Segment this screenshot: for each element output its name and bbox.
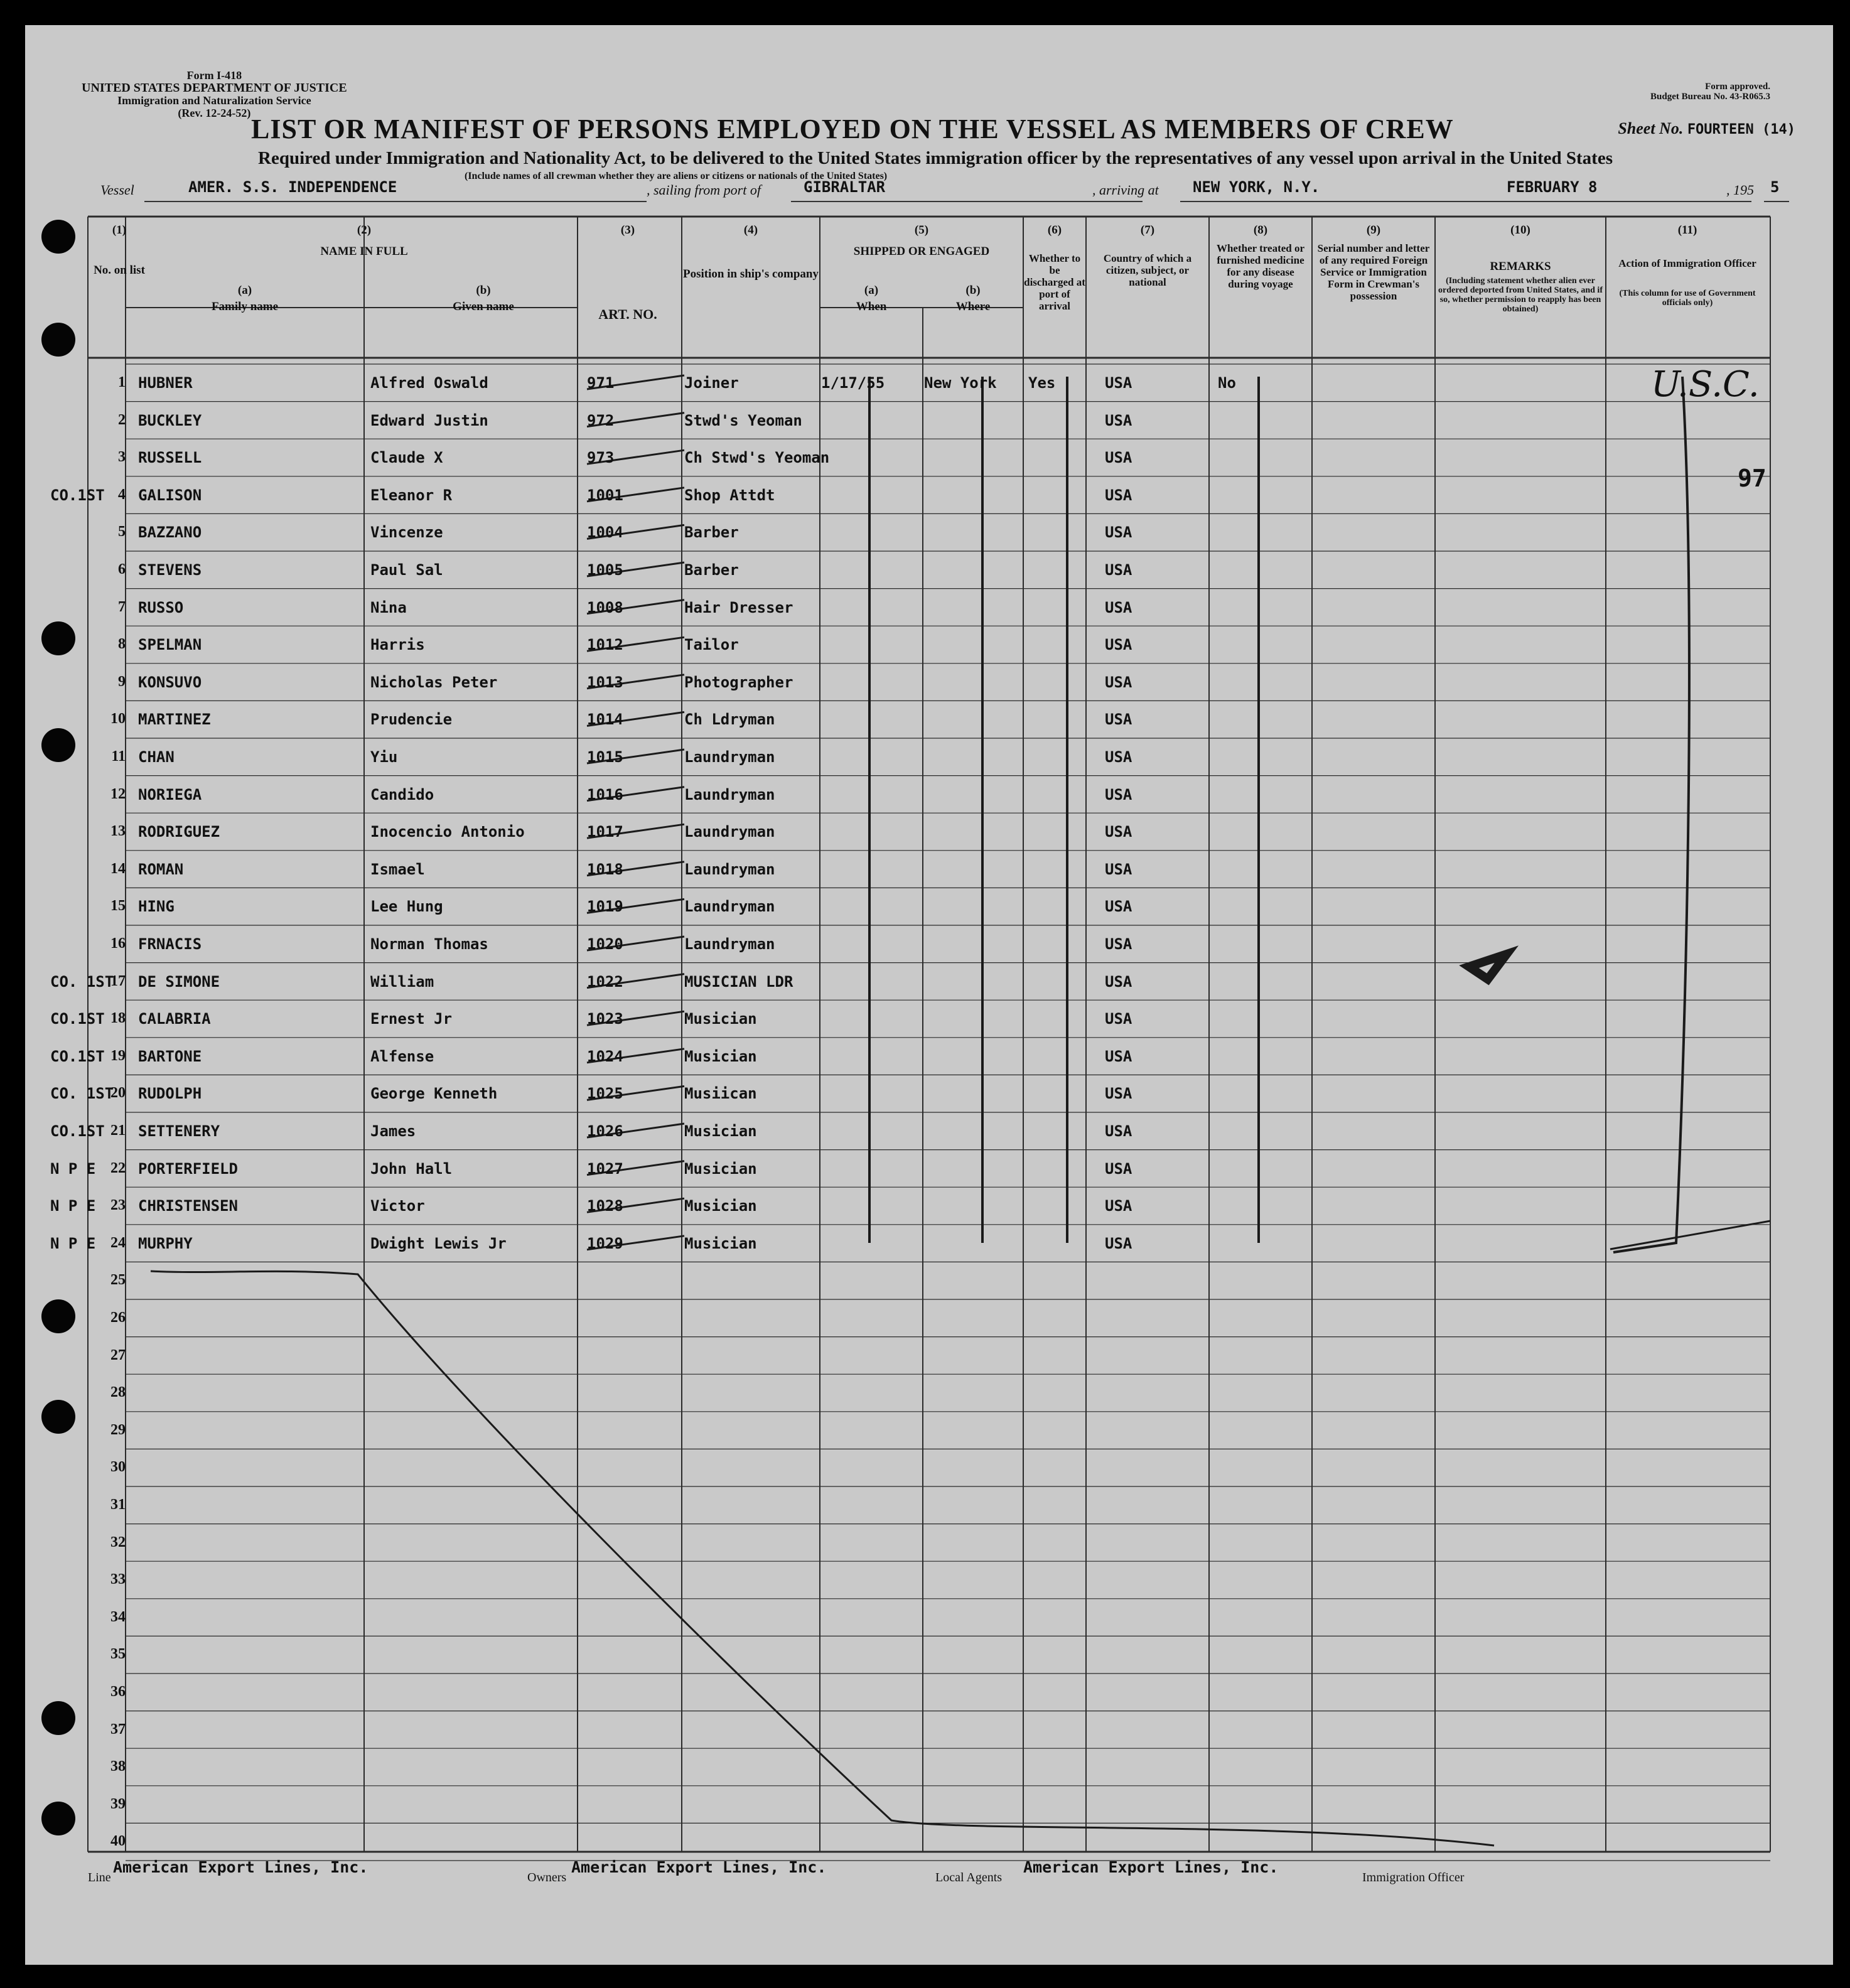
- owners-label: Owners: [527, 1871, 567, 1884]
- cell-family: FRNACIS: [138, 935, 202, 953]
- officer-tick: [1610, 1221, 1770, 1249]
- year-label: , 195: [1726, 182, 1754, 198]
- cell-given: Victor: [370, 1197, 425, 1215]
- cell-family: GALISON: [138, 486, 202, 504]
- sailing-label: , sailing from port of: [647, 182, 761, 198]
- cell-family: CALABRIA: [138, 1010, 211, 1028]
- cell-no: 13: [110, 823, 126, 840]
- empty-row-number: 30: [110, 1459, 126, 1476]
- empty-row-number: 31: [110, 1496, 126, 1513]
- cell-art: 1019: [587, 898, 623, 916]
- cell-country: USA: [1105, 711, 1132, 729]
- empty-row-number: 35: [110, 1646, 126, 1663]
- col9-number: (9): [1366, 223, 1381, 237]
- cell-position: Laundryman: [684, 785, 775, 803]
- col7-header: Country of which a citizen, subject, or national: [1103, 252, 1192, 288]
- cell-position: Laundryman: [684, 935, 775, 953]
- cell-family: KONSUVO: [138, 673, 202, 691]
- empty-row-number: 26: [110, 1309, 126, 1326]
- cell-margin: CO.1ST: [50, 486, 105, 504]
- cell-country: USA: [1105, 823, 1132, 841]
- cell-given: Dwight Lewis Jr: [370, 1234, 507, 1252]
- punch-hole: [41, 1400, 75, 1434]
- sheet-label: Sheet No.: [1618, 119, 1684, 137]
- cell-position: Laundryman: [684, 898, 775, 916]
- cell-given: Candido: [370, 785, 434, 803]
- vessel-label: Vessel: [100, 182, 134, 198]
- cell-position: Musician: [684, 1159, 757, 1178]
- col8-number: (8): [1253, 223, 1268, 237]
- cell-country: USA: [1105, 411, 1132, 429]
- form-number: Form I-418: [186, 69, 242, 82]
- cell-country: USA: [1105, 1047, 1132, 1065]
- cell-country: USA: [1105, 561, 1132, 579]
- cell-when: 1/17/55: [821, 374, 885, 392]
- cell-position: Tailor: [684, 636, 739, 654]
- cell-family: DE SIMONE: [138, 972, 220, 991]
- vessel-line: [100, 178, 1780, 207]
- cell-given: Nina: [370, 598, 407, 616]
- sheet-number: [1618, 119, 1795, 138]
- empty-row-number: 27: [110, 1346, 126, 1363]
- col7-number: (7): [1140, 223, 1155, 237]
- sheet-value: FOURTEEN (14): [1687, 122, 1795, 137]
- empty-row-number: 28: [110, 1384, 126, 1401]
- empty-row-number: 36: [110, 1684, 126, 1700]
- cell-no: 4: [118, 486, 126, 503]
- cell-country: USA: [1105, 449, 1132, 467]
- cell-given: Vincenze: [370, 524, 443, 542]
- officer-label: Immigration Officer: [1362, 1871, 1465, 1884]
- cell-art: 1017: [587, 823, 623, 841]
- cell-family: CHRISTENSEN: [138, 1197, 238, 1215]
- cell-margin: N P E: [50, 1197, 96, 1215]
- empty-row-number: 37: [110, 1721, 126, 1738]
- cell-art: 972: [587, 411, 615, 429]
- cell-medicine: No: [1218, 374, 1236, 392]
- cell-given: Norman Thomas: [370, 935, 488, 953]
- cell-country: USA: [1105, 1122, 1132, 1140]
- footer: [25, 1858, 1833, 1891]
- cell-country: USA: [1105, 486, 1132, 504]
- cell-family: BUCKLEY: [138, 411, 202, 429]
- col2b-header: Given name: [453, 300, 514, 313]
- cell-no: 18: [110, 1010, 126, 1027]
- grid-lines: [25, 25, 1833, 1965]
- cell-position: Musician: [684, 1234, 757, 1252]
- cell-art: 1024: [587, 1047, 623, 1065]
- cell-position: MUSICIAN LDR: [684, 972, 793, 991]
- cell-position: Musician: [684, 1197, 757, 1215]
- col6-header: Whether to be discharged at port of arrival: [1024, 252, 1085, 312]
- cell-position: Stwd's Yeoman: [684, 411, 802, 429]
- empty-row-number: 38: [110, 1758, 126, 1775]
- cell-position: Musician: [684, 1122, 757, 1140]
- form-approval-block: [1650, 82, 1770, 102]
- cell-art: 1013: [587, 673, 623, 691]
- col1-header: No. on list: [94, 264, 145, 277]
- col10-number: (10): [1510, 223, 1530, 237]
- col5b-number: (b): [965, 284, 981, 297]
- cell-given: Inocencio Antonio: [370, 823, 525, 841]
- cell-family: RUSSO: [138, 598, 184, 616]
- col2b-number: (b): [476, 284, 491, 297]
- department-name: UNITED STATES DEPARTMENT OF JUSTICE: [82, 81, 347, 95]
- cell-given: Ernest Jr: [370, 1010, 453, 1028]
- cell-given: James: [370, 1122, 416, 1140]
- cell-family: ROMAN: [138, 860, 184, 878]
- cell-family: BAZZANO: [138, 524, 202, 542]
- cell-position: Barber: [684, 561, 739, 579]
- cell-given: Alfred Oswald: [370, 374, 488, 392]
- agents-label: Local Agents: [935, 1871, 1003, 1884]
- col5a-header: When: [856, 300, 887, 313]
- cell-position: Shop Attdt: [684, 486, 775, 504]
- cell-country: USA: [1105, 1010, 1132, 1028]
- col5-header: SHIPPED OR ENGAGED: [853, 245, 990, 258]
- cell-given: George Kenneth: [370, 1085, 498, 1103]
- cell-family: BARTONE: [138, 1047, 202, 1065]
- cell-given: Paul Sal: [370, 561, 443, 579]
- vessel-value: AMER. S.S. INDEPENDENCE: [188, 178, 397, 196]
- cell-art: 1020: [587, 935, 623, 953]
- officer-initials: U.S.C.: [1651, 364, 1760, 405]
- cell-margin: CO.1ST: [50, 1010, 105, 1028]
- cell-margin: N P E: [50, 1234, 96, 1252]
- cell-given: Ismael: [370, 860, 425, 878]
- line-label: Line: [88, 1871, 111, 1884]
- punch-hole: [41, 323, 75, 357]
- cell-no: 19: [110, 1047, 126, 1064]
- cell-family: SPELMAN: [138, 636, 202, 654]
- cell-no: 21: [110, 1122, 126, 1139]
- cell-position: Musician: [684, 1047, 757, 1065]
- punch-hole: [41, 220, 75, 254]
- cell-position: Musiican: [684, 1085, 757, 1103]
- subtitle: Required under Immigration and Nationality Act, to be delivered to the United States immigration officer by the representatives of any vessel upon arrival in the United States: [258, 148, 1613, 168]
- cell-art: 1023: [587, 1010, 623, 1028]
- arrival-date: FEBRUARY 8: [1507, 178, 1598, 196]
- empty-row-number: 34: [110, 1608, 126, 1625]
- cell-art: 1005: [587, 561, 623, 579]
- cell-family: MARTINEZ: [138, 711, 211, 729]
- cell-art: 1022: [587, 972, 623, 991]
- cell-given: Nicholas Peter: [370, 673, 498, 691]
- agents-value: American Export Lines, Inc.: [1023, 1858, 1279, 1876]
- cell-art: 1014: [587, 711, 623, 729]
- cell-given: Yiu: [370, 748, 398, 766]
- cell-art: 971: [587, 374, 615, 392]
- cell-no: 23: [110, 1197, 126, 1214]
- empty-row-number: 25: [110, 1272, 126, 1289]
- cell-art: 1008: [587, 598, 623, 616]
- cell-no: 9: [118, 673, 126, 690]
- col4-number: (4): [743, 223, 758, 237]
- cell-family: RUSSELL: [138, 449, 202, 467]
- officer-bracket: [1613, 377, 1689, 1252]
- punch-hole: [41, 1802, 75, 1835]
- cell-position: Photographer: [684, 673, 793, 691]
- cell-no: 7: [118, 598, 126, 615]
- cell-art: 1028: [587, 1197, 623, 1215]
- cell-art: 1016: [587, 785, 623, 803]
- line-value: American Export Lines, Inc.: [113, 1858, 368, 1876]
- cell-country: USA: [1105, 898, 1132, 916]
- col10-note: (Including statement whether alien ever ordered deported from United States, and if so, whether permission to reapply has been obtained): [1438, 276, 1603, 314]
- cell-given: William: [370, 972, 434, 991]
- cell-no: 15: [110, 898, 126, 915]
- punch-hole: [41, 1299, 75, 1333]
- empty-row-number: 39: [110, 1795, 126, 1812]
- cell-no: 12: [110, 785, 126, 802]
- include-note: (Include names of all crewman whether they are aliens or citizens or nationals of the United States): [465, 171, 888, 181]
- cell-given: Edward Justin: [370, 411, 488, 429]
- cell-art: 1018: [587, 860, 623, 878]
- col8-header: Whether treated or furnished medicine for any disease during voyage: [1216, 242, 1305, 290]
- cell-country: USA: [1105, 972, 1132, 991]
- cell-country: USA: [1105, 748, 1132, 766]
- col11-header: Action of Immigration Officer: [1618, 257, 1756, 269]
- cell-given: Lee Hung: [370, 898, 443, 916]
- cell-country: USA: [1105, 374, 1132, 392]
- cell-no: 2: [118, 411, 126, 428]
- cell-family: HING: [138, 898, 175, 916]
- cell-no: 16: [110, 935, 126, 952]
- col2a-header: Family name: [211, 300, 279, 313]
- cell-country: USA: [1105, 1085, 1132, 1103]
- cell-country: USA: [1105, 1234, 1132, 1252]
- cell-country: USA: [1105, 1197, 1132, 1215]
- cell-family: PORTERFIELD: [138, 1159, 238, 1178]
- cell-margin: CO.1ST: [50, 1122, 105, 1140]
- empty-row-number: 29: [110, 1421, 126, 1438]
- cell-no: 5: [118, 524, 126, 540]
- cell-no: 11: [111, 748, 126, 765]
- page-title: LIST OR MANIFEST OF PERSONS EMPLOYED ON THE VESSEL AS MEMBERS OF CREW: [251, 114, 1454, 144]
- col5b-header: Where: [955, 300, 991, 313]
- col3-number: (3): [620, 223, 635, 237]
- form-approval: Form approved.: [1705, 82, 1770, 92]
- cell-margin: CO.1ST: [50, 1047, 105, 1065]
- cell-no: 14: [110, 860, 126, 877]
- cell-no: 22: [110, 1159, 126, 1176]
- cell-no: 24: [110, 1234, 126, 1251]
- cell-no: 17: [110, 972, 126, 989]
- empty-row-number: 33: [110, 1571, 126, 1588]
- col6-number: (6): [1047, 223, 1062, 237]
- cell-art: 1012: [587, 636, 623, 654]
- cell-art: 1029: [587, 1234, 623, 1252]
- cell-country: USA: [1105, 673, 1132, 691]
- owners-value: American Export Lines, Inc.: [571, 1858, 827, 1876]
- ink-blot: [1469, 954, 1507, 979]
- col1-number: (1): [112, 223, 127, 237]
- col5-number: (5): [914, 223, 929, 237]
- cancel-stroke: [151, 1271, 1494, 1846]
- cell-position: Laundryman: [684, 823, 775, 841]
- col10-header: REMARKS: [1490, 260, 1551, 273]
- sailing-value: GIBRALTAR: [804, 178, 886, 196]
- cell-position: Laundryman: [684, 860, 775, 878]
- cell-family: CHAN: [138, 748, 175, 766]
- cell-country: USA: [1105, 524, 1132, 542]
- arriving-label: , arriving at: [1092, 182, 1159, 198]
- col11-note: (This column for use of Government officials only): [1619, 289, 1756, 308]
- cell-margin: CO. 1ST: [50, 1085, 114, 1103]
- budget-bureau: Budget Bureau No. 43-R065.3: [1650, 92, 1770, 102]
- manifest-grid: [25, 25, 1833, 1965]
- cell-family: SETTENERY: [138, 1122, 220, 1140]
- col2-header: NAME IN FULL: [320, 245, 408, 258]
- cell-art: 973: [587, 449, 615, 467]
- cell-art: 1026: [587, 1122, 623, 1140]
- cell-given: Harris: [370, 636, 425, 654]
- cell-family: STEVENS: [138, 561, 202, 579]
- cell-given: Claude X: [370, 449, 443, 467]
- cell-position: Joiner: [684, 374, 739, 392]
- punch-hole: [41, 728, 75, 762]
- cell-country: USA: [1105, 1159, 1132, 1178]
- col4-header: Position in ship's company: [683, 267, 819, 281]
- cell-no: 3: [118, 449, 126, 466]
- cell-given: Eleanor R: [370, 486, 453, 504]
- cell-country: USA: [1105, 935, 1132, 953]
- cell-position: Hair Dresser: [684, 598, 793, 616]
- cell-margin: N P E: [50, 1159, 96, 1178]
- cell-art: 1027: [587, 1159, 623, 1178]
- cell-position: Musician: [684, 1010, 757, 1028]
- col9-header: Serial number and letter of any required Foreign Service or Immigration Form in Crewman's possession: [1317, 242, 1430, 302]
- cell-where: New York: [924, 374, 997, 392]
- cell-art: 1015: [587, 748, 623, 766]
- cell-position: Barber: [684, 524, 739, 542]
- cell-country: USA: [1105, 636, 1132, 654]
- cell-given: John Hall: [370, 1159, 453, 1178]
- cell-position: Laundryman: [684, 748, 775, 766]
- stamp-number: 97: [1738, 465, 1767, 492]
- cell-given: Alfense: [370, 1047, 434, 1065]
- punch-hole: [41, 1701, 75, 1735]
- empty-row-number: 32: [110, 1534, 126, 1550]
- cell-no: 10: [110, 711, 126, 728]
- year-value: 5: [1770, 178, 1780, 196]
- cell-discharged: Yes: [1028, 374, 1056, 392]
- cell-no: 1: [118, 374, 126, 390]
- cell-art: 1004: [587, 524, 623, 542]
- cell-family: NORIEGA: [138, 785, 202, 803]
- arriving-value: NEW YORK, N.Y.: [1193, 178, 1320, 196]
- cell-margin: CO. 1ST: [50, 972, 114, 991]
- cell-no: 8: [118, 636, 126, 653]
- empty-row-number: 40: [110, 1833, 126, 1850]
- cell-position: Ch Ldryman: [684, 711, 775, 729]
- service-name: Immigration and Naturalization Service: [117, 94, 311, 107]
- cell-art: 1025: [587, 1085, 623, 1103]
- cell-no: 20: [110, 1085, 126, 1102]
- col2a-number: (a): [237, 284, 252, 297]
- form-revision: (Rev. 12-24-52): [178, 107, 251, 119]
- col3-header: ART. NO.: [598, 306, 657, 322]
- cell-country: USA: [1105, 860, 1132, 878]
- cell-family: MURPHY: [138, 1234, 193, 1252]
- cell-country: USA: [1105, 785, 1132, 803]
- cell-family: RUDOLPH: [138, 1085, 202, 1103]
- col5a-number: (a): [864, 284, 879, 297]
- cell-given: Prudencie: [370, 711, 453, 729]
- form-agency-block: [82, 69, 347, 119]
- col11-number: (11): [1677, 223, 1697, 237]
- cell-family: RODRIGUEZ: [138, 823, 220, 841]
- cell-no: 6: [118, 561, 126, 578]
- manifest-sheet: [25, 25, 1833, 1965]
- cell-art: 1001: [587, 486, 623, 504]
- col2-number: (2): [357, 223, 372, 237]
- cell-family: HUBNER: [138, 374, 193, 392]
- punch-hole: [41, 621, 75, 655]
- cell-position: Ch Stwd's Yeoman: [684, 449, 830, 467]
- cell-country: USA: [1105, 598, 1132, 616]
